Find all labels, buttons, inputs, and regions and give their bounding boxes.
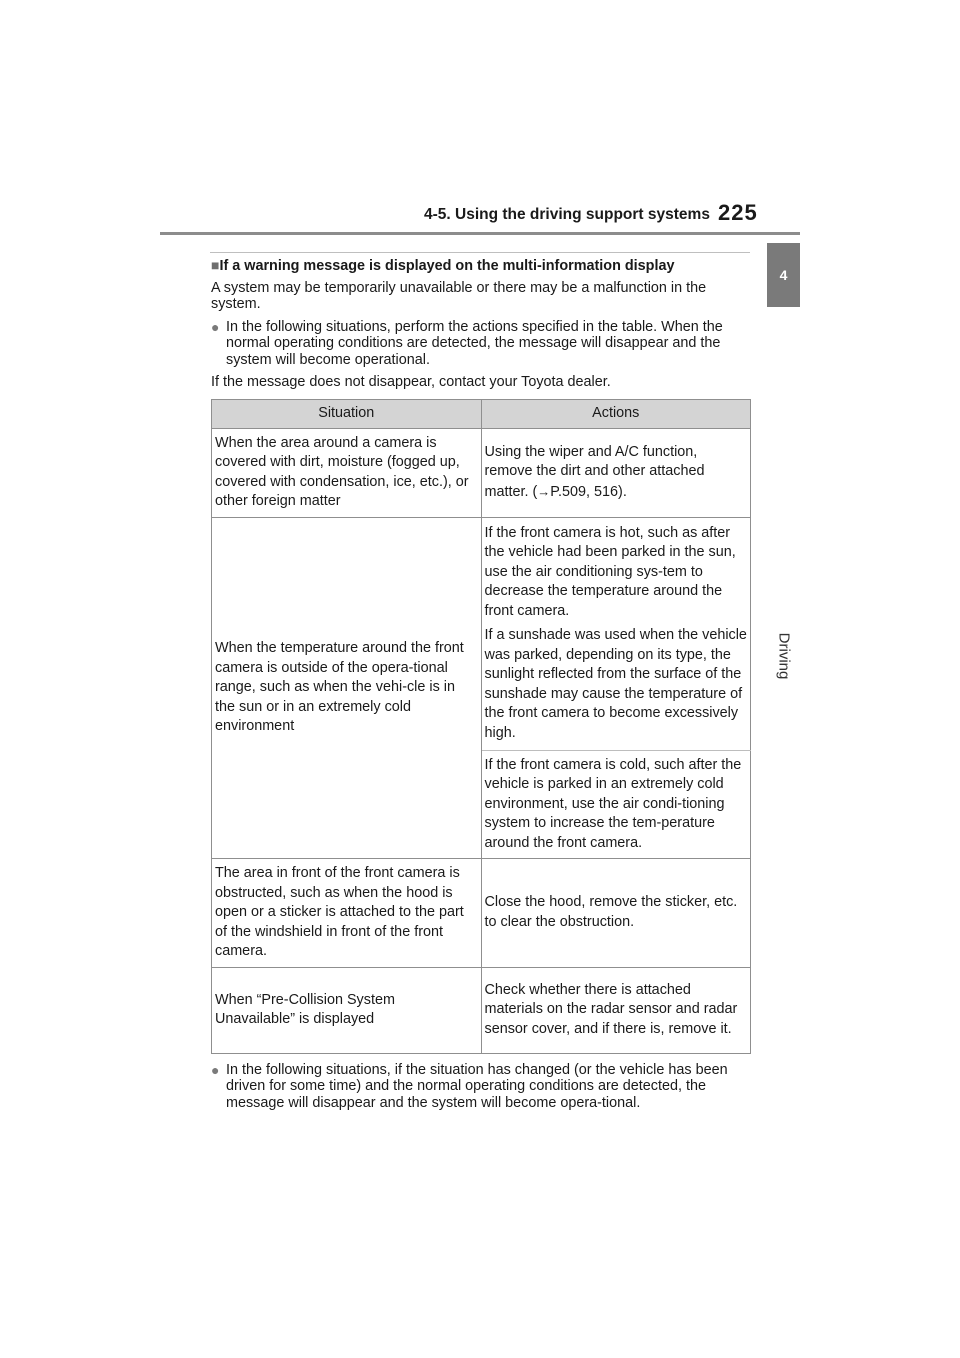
action-cell (481, 517, 750, 750)
table-header-situation: Situation (212, 399, 482, 428)
chapter-tab (767, 243, 800, 307)
table-row (212, 428, 751, 517)
bullet-dot-icon: ● (211, 1061, 220, 1078)
situation-cell: When the area around a camera is covered with dirt, moisture (fogged up, covered with condensation, ice, etc.), or other foreign matter (212, 428, 482, 517)
chapter-label (768, 620, 800, 692)
bullet-dot-icon: ● (211, 318, 220, 335)
intro-paragraph: A system may be temporarily unavailable or there may be a malfunction in the system. (211, 279, 707, 312)
table-header-actions: Actions (481, 399, 750, 428)
page-reference-text: P.509, 516). (550, 483, 627, 500)
section-rule (210, 252, 750, 253)
table-row (212, 859, 751, 968)
chapter-number: 4 (779, 267, 788, 283)
main-content (211, 257, 751, 1117)
situation-cell: When “Pre-Collision System Unavailable” is displayed (212, 967, 482, 1053)
table-header-row (212, 399, 751, 428)
bullet-text: In the following situations, if the situation has changed (or the vehicle has been driven for some time) and the normal operating conditions are detected, the message will disappear and the system will become opera-tional. (226, 1061, 728, 1111)
square-bullet-icon: ■ (211, 257, 220, 273)
situation-cell: When the temperature around the front camera is outside of the opera-tional range, such as when the vehi-cle is in the sun or in an extremely cold environment (212, 517, 482, 859)
action-cell: Check whether there is attached materials on the radar sensor and radar sensor cover, and if there is, remove it. (481, 967, 750, 1053)
table-row (212, 967, 751, 1053)
chapter-label-text: Driving (775, 632, 793, 680)
dealer-note: If the message does not disappear, contact your Toyota dealer. (211, 374, 611, 390)
header-rule (160, 232, 800, 235)
action-cell: If the front camera is cold, such after the vehicle is parked in an extremely cold environment, use the air condi-tioning system to increase the tem-perature around the front camera. (481, 750, 750, 859)
table-row (212, 517, 751, 750)
page-reference-arrow-icon: → (537, 483, 551, 499)
page-number: 225 (718, 200, 758, 225)
bullet-text: In the following situations, perform the actions specified in the table. When the normal operating conditions are detected, the message will disappear and the system will become operational. (226, 318, 723, 368)
situation-cell: The area in front of the front camera is obstructed, such as when the hood is open or a sticker is attached to the part of the windshield in front of the front camera. (212, 859, 482, 968)
action-text: Using the wiper and A/C function, remove the dirt and other attached matter. ( (484, 443, 705, 500)
action-cell (481, 428, 750, 517)
action-text: If a sunshade was used when the vehicle was parked, depending on its type, the sunlight reflected from the surface of the sunshade may cause the temperature of the front camera to become excessively high. (484, 627, 747, 741)
page-header-title: 4-5. Using the driving support systems (424, 206, 710, 223)
bullet-item (211, 319, 751, 369)
bullet-item (211, 1062, 751, 1112)
action-cell: Close the hood, remove the sticker, etc. to clear the obstruction. (481, 859, 750, 968)
section-heading-text: If a warning message is displayed on the multi-information display (219, 258, 675, 274)
warning-actions-table (211, 399, 751, 1054)
action-text: If the front camera is hot, such as after the vehicle had been parked in the sun, use the air conditioning sys-tem to decrease the temperature around the front camera. (484, 524, 736, 619)
section-heading (211, 257, 751, 275)
